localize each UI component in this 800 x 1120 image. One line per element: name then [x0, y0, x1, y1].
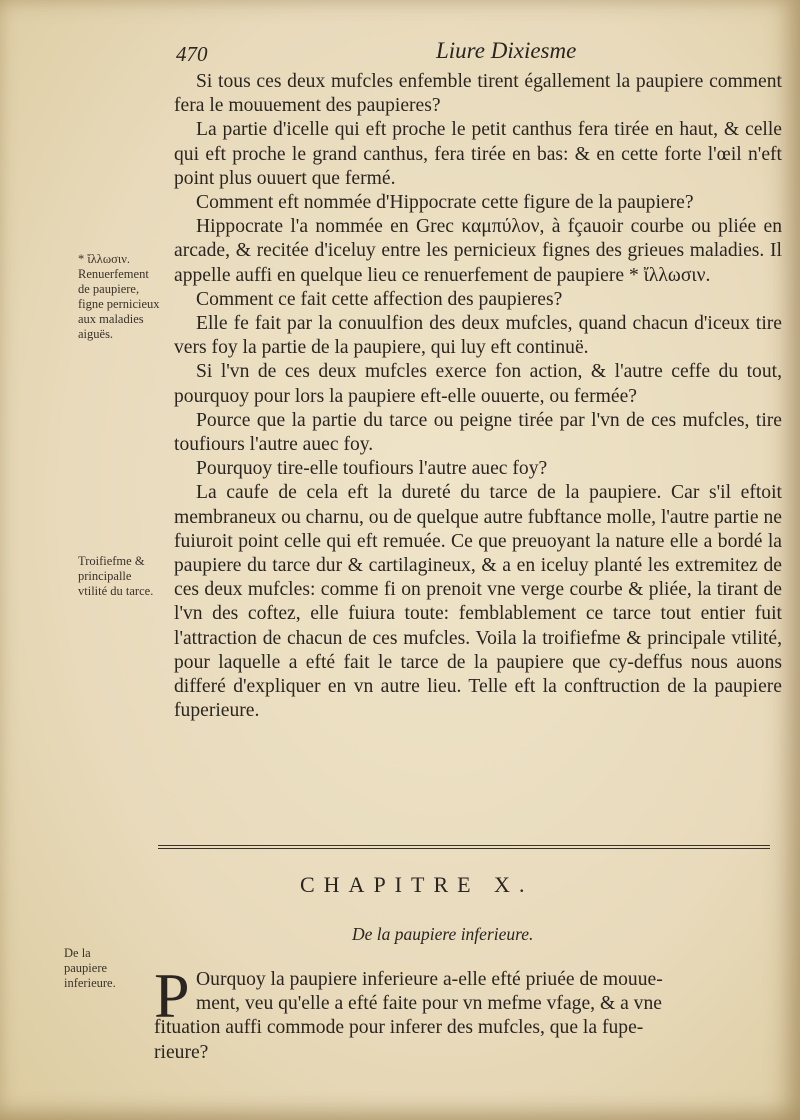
text-line: rieure?	[154, 1041, 209, 1063]
body-text	[174, 70, 782, 723]
margin-note-renuersement: * ἴλλωσιν. Renuerfement de paupiere, figne pernicieux aux maladies aiguës.	[78, 252, 160, 341]
paragraph: Comment eft nommée d'Hippocrate cette figure de la paupiere?	[196, 192, 694, 214]
paragraph: Si l'vn de ces deux mufcles exerce fon action, & l'autre ceffe du tout, pourquoy pour lors la paupiere eft-elle ouuerte, ou fermée?	[174, 361, 782, 407]
text-line: ment, veu qu'elle a efté faite pour vn mefme vfage, & a vne	[196, 993, 662, 1015]
paragraph: Hippocrate l'a nommée en Grec καμπύλον, à fçauoir courbe ou pliée en arcade, & recitée d'iceluy entre les pernicieux fignes des grieues maladies. Il appelle auffi en quelque lieu ce renuerfement de paupiere * ἴλλωσιν.	[174, 216, 782, 286]
rule-divider	[158, 845, 770, 851]
paragraph: La caufe de cela eft la dureté du tarce de la paupiere. Car s'il eftoit membraneux ou charnu, ou de quelque autre fubftance molle, l'autre partie ne fuiuroit point celle qui eft remuée. Ce que preuoyant la nature elle a bordé la paupiere du tarce dur & cartilagineux, & a en iceluy planté les extremitez de ces deux mufcles: comme fi on prenoit vne verge courbe & pliée, la tirant de l'vn des coftez, elle fuiura toute: femblablement ce tarce tout entier fuit l'attraction de chacun de ces mufcles. Voila la troifiefme & principale vtilité, pour laquelle a efté fait le tarce de la paupiere que cy-deffus nous auons differé d'expliquer en vn autre lieu. Telle eft la conftruction de la paupiere fuperieure.	[174, 482, 782, 722]
running-head	[0, 34, 800, 64]
chapter-subtitle: De la paupiere inferieure.	[352, 924, 534, 944]
paragraph: La partie d'icelle qui eft proche le petit canthus fera tirée en haut, & celle qui eft proche le grand canthus, fera tirée en bas: & en cette forte l'œil n'eft point plus ouuert que fermé.	[174, 119, 782, 189]
paragraph: Elle fe fait par la conuulfion des deux mufcles, quand chacun d'iceux tire vers foy la partie de la paupiere, qui luy eft continuë.	[174, 313, 782, 359]
page-number: 470	[176, 42, 208, 66]
chapter-opening-paragraph	[154, 960, 780, 1065]
text-line: Ourquoy la paupiere inferieure a-elle efté priuée de mouue-	[196, 969, 663, 990]
margin-note-troisiesme-utilite: Troifiefme & principalle vtilité du tarce.	[78, 554, 154, 598]
chapter-heading: CHAPITRE X.	[300, 872, 534, 897]
paragraph: Si tous ces deux mufcles enfemble tirent égallement la paupiere comment fera le mouuement des paupieres?	[174, 71, 782, 117]
margin-note-paupiere-inferieure: De la paupiere inferieure.	[64, 946, 116, 990]
paragraph: Comment ce fait cette affection des paupieres?	[196, 288, 563, 310]
paragraph: Pourquoy tire-elle toufiours l'autre auec foy?	[196, 458, 548, 480]
paragraph: Pource que la partie du tarce ou peigne tirée par l'vn de ces mufcles, tire toufiours l'autre auec foy.	[174, 409, 782, 456]
text-line: fituation auffi commode pour inferer des mufcles, que la fupe-	[154, 1017, 644, 1039]
running-title: Liure Dixiesme	[436, 38, 577, 63]
drop-cap: P	[154, 960, 190, 1031]
